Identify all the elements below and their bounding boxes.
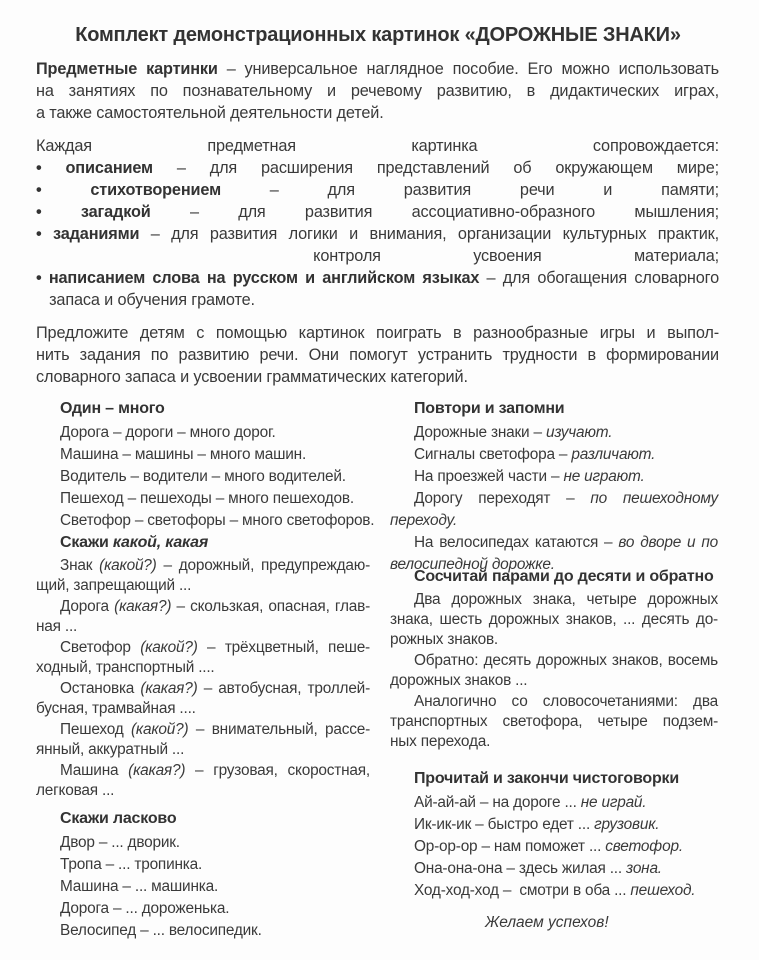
paragraph [36,920,370,942]
text-line [36,617,370,637]
text-line [390,712,718,732]
paragraph [390,422,718,444]
page-title: Комплект демонстрационных картинок «ДОРОЖНЫЕ ЗНАКИ» [75,24,681,46]
text: Пешеход [60,721,131,738]
text: Повтори и запомни [414,400,565,417]
text: Скажи ласково [60,810,177,827]
text: легковая ... [36,782,115,799]
text: янный, аккуратный ... [36,741,185,758]
section-heading [36,532,370,556]
text: Ор-ор-ор – нам поможет ... [414,838,606,855]
section-heading [390,566,718,590]
text-line [390,422,718,444]
text: транспортных светофора, четыре подзем- [390,713,718,730]
text: контроля усвоения материала; [36,247,719,265]
text: – для развития логики и внимания, организации культурных практик, [139,225,719,243]
text: Дорога [60,598,115,615]
text: Велосипед – ... велосипедик. [60,922,262,939]
text-line [390,671,718,691]
text: дорожных знаков ... [390,672,528,689]
text: Остановка [60,680,141,697]
text-line [36,135,719,157]
text: Машина – машины – много машин. [60,446,307,463]
paragraph [36,761,370,801]
italic-text: грузовик. [594,816,660,833]
section-say-kindly [36,808,370,942]
text: – универсальное наглядное пособие. Его можно использовать [217,60,719,78]
paragraph [36,832,370,854]
text: Предложите детям с помощью картинок поиграть в разнообразные игры и выпол- [36,324,719,342]
paragraph [390,651,718,691]
text-line [36,366,719,388]
text: Она-она-она – здесь жилая ... [414,860,627,877]
text-line [36,157,719,179]
text: Дорожные знаки – [414,424,546,441]
text: На велосипедах катаются – [414,534,619,551]
paragraph [36,556,370,596]
text-line [36,58,719,80]
paragraph [36,135,719,311]
text: Машина – ... машинка. [60,878,219,895]
italic-text: (какой?) [140,639,198,656]
text: Светофор [60,639,141,656]
text-line [390,692,718,712]
text-line [36,854,370,876]
text: – грузовая, скоростная, [185,762,370,779]
text-line [36,638,370,658]
text-line [36,102,719,124]
italic-text: светофор. [605,838,683,855]
text-line [390,732,718,752]
text: – скользкая, опасная, глав- [171,598,370,615]
italic-text: какой, какая [112,534,209,551]
text-line [36,444,370,466]
section-heading [390,398,718,422]
text: на занятиях по познавательному и речевому развитию, в дидактических играх, [36,82,719,100]
section-heading [36,398,370,422]
text-line [36,699,370,719]
text: Два дорожных знака, четыре дорожных [414,591,718,608]
text-line [36,761,370,781]
text-line [36,876,370,898]
text-line [390,610,718,630]
text-line [36,245,719,267]
italic-text: не играют. [563,468,645,485]
text-line [36,466,370,488]
italic-text: (какой?) [130,721,189,738]
italic-text: велосипедной дорожке. [390,556,555,573]
text-line [36,597,370,617]
paragraph [36,322,719,388]
text: ная ... [36,618,78,635]
text: – для развития речи и памяти; [220,181,719,199]
paragraph [36,488,370,510]
text: Водитель – водители – много водителей. [60,468,346,485]
text: Каждая предметная картинка сопровождается: [36,137,719,155]
text: Дорога – дороги – много дорог. [60,424,276,441]
text-line [36,720,370,740]
paragraph [390,590,718,650]
text: – внимательный, рассе- [188,721,370,738]
text-line [390,858,718,880]
intro-text [36,58,719,399]
paragraph [390,858,718,880]
paragraph [36,876,370,898]
text-line [390,488,718,510]
italic-text: переходу. [390,512,458,529]
text: Один – много [60,400,165,417]
paragraph [390,444,718,466]
paragraph [36,854,370,876]
text: Машина [60,762,129,779]
section-repeat-remember [390,398,718,576]
text-line [390,814,718,836]
text-line [36,510,375,532]
paragraph [36,58,719,124]
text: а также самостоятельной деятельности детей. [36,104,384,122]
text: Светофор – светофоры – много светофоров. [60,512,375,529]
italic-text: по пешеходному [590,490,719,507]
bold-term: • загадкой [36,203,151,221]
text-line [36,658,370,678]
text: Дорогу переходят – [414,490,591,507]
bold-term: • написанием слова на русском и английском языках [36,269,480,287]
text: щий, запрещающий ... [36,577,192,594]
text-line [390,792,718,814]
text-line [36,920,370,942]
text: ных перехода. [390,733,491,750]
text: запаса и обучения грамоте. [36,291,255,309]
text: Знак [60,557,100,574]
paragraph [390,880,718,902]
text: На проезжей части – [414,468,564,485]
text: словарного запаса и усвоении грамматических категорий. [36,368,468,386]
italic-text: зона. [626,860,662,877]
italic-text: не играй. [580,794,647,811]
text-line [36,344,719,366]
text-line [36,322,719,344]
text-line [36,289,719,311]
text: Ход-ход-ход – смотри в оба ... [414,882,631,899]
text: рожных знаков. [390,631,499,648]
text-line [36,80,719,102]
italic-text: (какая?) [114,598,172,615]
text-line [36,781,370,801]
italic-text: различают. [571,446,656,463]
paragraph [390,466,718,488]
text: Двор – ... дворик. [60,834,180,851]
text-line [36,576,370,596]
text-line [390,466,718,488]
italic-text: во дворе и по [618,534,719,551]
paragraph [36,679,370,719]
text: знака, шесть дорожных знаков, ... десять до- [390,611,718,628]
italic-text: изучают. [545,424,613,441]
text: – для обогащения словарного [479,269,719,287]
paragraph [390,792,718,814]
paragraph [36,597,370,637]
text: нить задания по развитию речи. Они помогут устранить трудности в формировании [36,346,719,364]
text-line [390,651,718,671]
text-line [36,179,719,201]
section-tongue-twisters [390,768,718,902]
text: – трёхцветный, пеше- [197,639,370,656]
bold-term: Предметные картинки [36,60,218,78]
paragraph [36,720,370,760]
paragraph [36,444,370,466]
text-line [36,679,370,699]
text: – для развития ассоциативно-образного мышления; [150,203,719,221]
text-line [36,740,370,760]
text: Пешеход – пешеходы – много пешеходов. [60,490,354,507]
text-line [390,880,718,902]
text-line [36,267,719,289]
text: Тропа – ... тропинка. [60,856,203,873]
text-line [390,630,718,650]
text: Прочитай и закончи чистоговорки [414,770,679,787]
text: – дорожный, предупреждаю- [156,557,370,574]
text-line [36,556,370,576]
text: Сигналы светофора – [414,446,572,463]
section-one-many [36,398,375,532]
text: Дорога – ... дороженька. [60,900,230,917]
section-heading [390,768,718,792]
text-line [390,590,718,610]
paragraph [390,692,718,752]
text-line [36,832,370,854]
section-say-which [36,532,370,802]
text: – для расширения представлений об окружающем мире; [152,159,719,177]
text: Аналогично со словосочетаниями: два [414,693,718,710]
paragraph [36,898,370,920]
paragraph [36,510,375,532]
section-count-pairs [390,566,718,753]
text-line [36,488,370,510]
text-line [36,201,719,223]
paragraph [36,638,370,678]
text: бусная, трамвайная .... [36,700,196,717]
text-line [390,532,718,554]
bold-term: • стихотворением [36,181,221,199]
text: Ай-ай-ай – на дороге ... [414,794,581,811]
paragraph [36,466,370,488]
paragraph [390,836,718,858]
italic-text: пешеход. [630,882,696,899]
paragraph [390,488,718,532]
text-line [36,223,719,245]
text: ходный, транспортный .... [36,659,215,676]
text-line [390,444,718,466]
text-line [390,836,718,858]
italic-text: (какая?) [140,680,198,697]
text: Обратно: десять дорожных знаков, восемь [414,652,718,669]
closing-wish: Желаем успехов! [485,914,609,931]
text-line [390,510,718,532]
paragraph [390,814,718,836]
italic-text: (какой?) [99,557,157,574]
bold-term: • описанием [36,159,153,177]
text: Ик-ик-ик – быстро едет ... [414,816,595,833]
italic-text: (какая?) [128,762,186,779]
text: Сосчитай парами до десяти и обратно [414,568,714,585]
text-line [36,422,370,444]
text-line [36,898,370,920]
text: – автобусная, троллей- [197,680,371,697]
section-heading [36,808,370,832]
text: Скажи [60,534,113,551]
bold-term: • заданиями [36,225,140,243]
paragraph [36,422,370,444]
